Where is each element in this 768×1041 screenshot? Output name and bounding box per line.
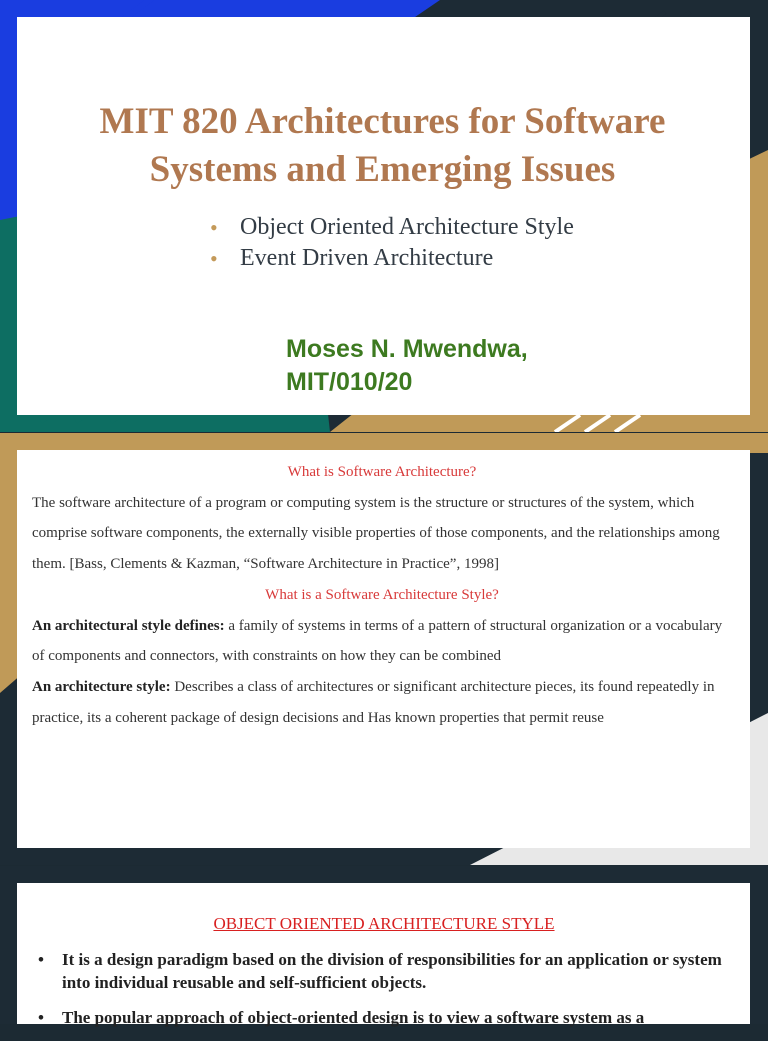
definition-paragraph: The software architecture of a program or computing system is the structure or structures of the system, which comprise software components, the externally visible properties of those components, and the relationships among them. [Bass, Clements & Kazman, “Software Architecture in Practice”, 1998] <box>32 494 720 573</box>
arch-text: Describes a class of architectures or significant architecture pieces, its found repeatedly in practice, its a coherent package of design decisions and Has known properties that permit reuse <box>32 678 715 726</box>
author <box>286 333 528 399</box>
oo-bullet: • It is a design paradigm based on the division of responsibilities for an application or system into individual reusable and self-sufficient objects. <box>38 948 728 994</box>
topic-list <box>210 212 574 274</box>
oo-bullet-list <box>38 948 728 1041</box>
author-id: MIT/010/20 <box>286 368 413 396</box>
oo-bullet: • The popular approach of object-oriented design is to view a software system as a <box>38 1006 728 1029</box>
title-line-2: Systems and Emerging Issues <box>149 149 616 190</box>
style-text: a family of systems in terms of a pattern of structural organization or a vocabulary of components and connectors, with constraints on how they can be combined <box>32 617 723 665</box>
topic-item: • Object Oriented Architecture Style <box>210 212 574 243</box>
section-heading: OBJECT ORIENTED ARCHITECTURE STYLE <box>213 914 555 933</box>
style-definition <box>32 611 732 672</box>
arch-style-definition <box>32 672 732 733</box>
title-line-1: MIT 820 Architectures for Software <box>99 101 666 142</box>
topic-item: • Event Driven Architecture <box>210 243 574 274</box>
question-software-architecture: What is Software Architecture? <box>287 464 477 480</box>
definitions-text <box>32 457 732 733</box>
slide-title <box>30 98 735 194</box>
question-architecture-style: What is a Software Architecture Style? <box>265 586 499 603</box>
arch-label: An architecture style: <box>32 678 171 695</box>
author-name: Moses N. Mwendwa, <box>286 335 528 363</box>
style-label: An architectural style defines: <box>32 617 225 634</box>
